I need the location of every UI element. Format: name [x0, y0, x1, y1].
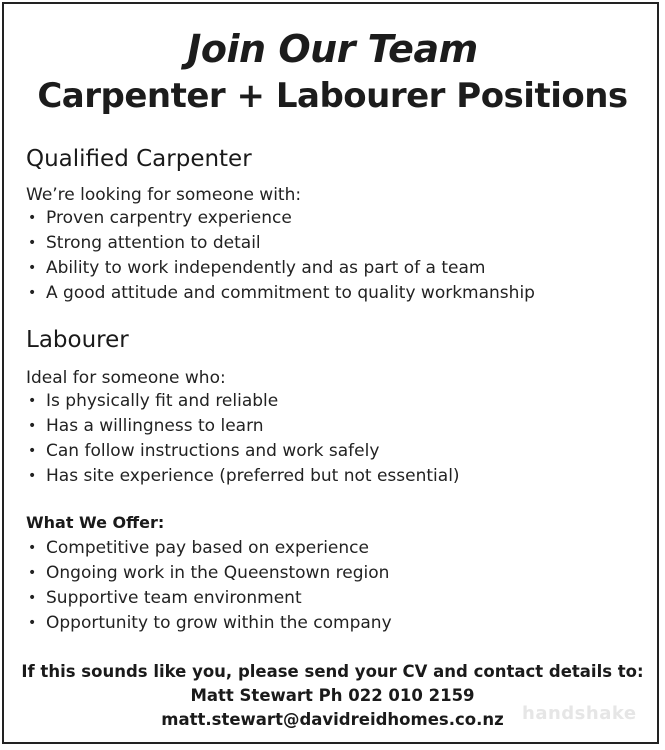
carpenter-title: Qualified Carpenter: [26, 146, 252, 172]
headline-join: Join Our Team: [187, 27, 478, 71]
bullet-icon: •: [28, 540, 37, 556]
bullet-icon: •: [28, 565, 37, 581]
labourer-list: [26, 389, 460, 489]
list-item: • Ability to work independently and as part of a team: [26, 256, 535, 281]
list-item: • Ongoing work in the Queenstown region: [26, 561, 392, 586]
bullet-icon: •: [28, 443, 37, 459]
offer-list: [26, 536, 392, 636]
bullet-icon: •: [28, 235, 37, 251]
headline-positions: Carpenter + Labourer Positions: [37, 76, 628, 116]
offer-title: What We Offer:: [26, 513, 165, 532]
carpenter-intro: We’re looking for someone with:: [26, 185, 302, 205]
watermark-logo: handshake: [522, 703, 637, 724]
contact-name-phone: Matt Stewart Ph 022 010 2159: [190, 686, 475, 705]
bullet-icon: •: [28, 393, 37, 409]
contact-email[interactable]: matt.stewart@davidreidhomes.co.nz: [161, 710, 504, 729]
list-item: • Supportive team environment: [26, 586, 392, 611]
bullet-icon: •: [28, 285, 37, 301]
list-item: • Opportunity to grow within the company: [26, 611, 392, 636]
contact-cta: If this sounds like you, please send your CV and contact details to:: [21, 662, 644, 681]
carpenter-list: [26, 206, 535, 306]
bullet-icon: •: [28, 210, 37, 226]
bullet-icon: •: [28, 590, 37, 606]
list-item: • Strong attention to detail: [26, 231, 535, 256]
bullet-icon: •: [28, 418, 37, 434]
labourer-intro: Ideal for someone who:: [26, 368, 226, 388]
list-item: • Is physically fit and reliable: [26, 389, 460, 414]
list-item: • Competitive pay based on experience: [26, 536, 392, 561]
list-item: • A good attitude and commitment to quality workmanship: [26, 281, 535, 306]
list-item: • Can follow instructions and work safely: [26, 439, 460, 464]
bullet-icon: •: [28, 468, 37, 484]
bullet-icon: •: [28, 260, 37, 276]
list-item: • Has site experience (preferred but not essential): [26, 464, 460, 489]
list-item: • Proven carpentry experience: [26, 206, 535, 231]
bullet-icon: •: [28, 615, 37, 631]
list-item: • Has a willingness to learn: [26, 414, 460, 439]
labourer-title: Labourer: [26, 327, 129, 353]
